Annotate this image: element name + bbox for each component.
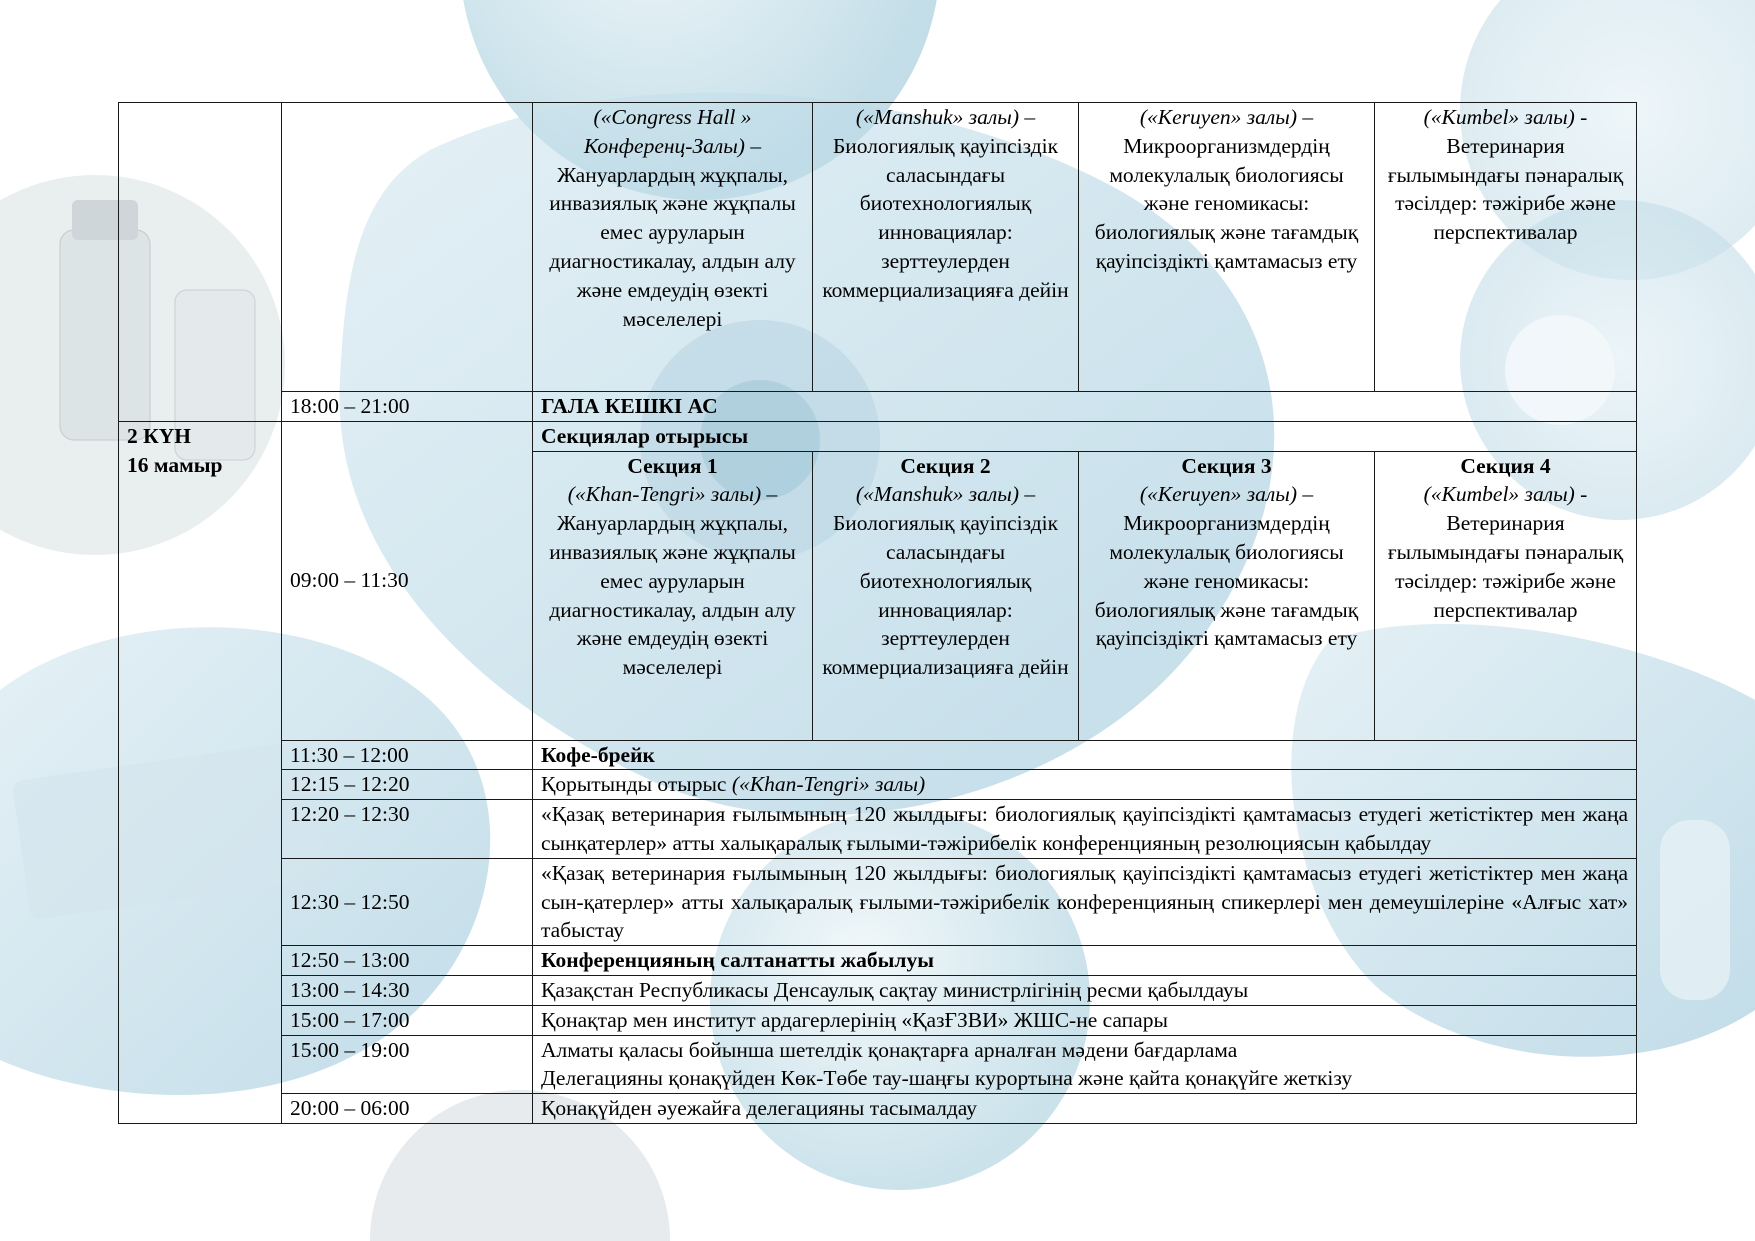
section-3-cell xyxy=(1079,451,1375,740)
section-topic: Биологиялық қауіпсіздік саласындағы биотехнологиялық инновациялар: зерттеулерден коммерциализацияға дейін xyxy=(822,133,1069,302)
time-cell: 12:20 – 12:30 xyxy=(282,800,533,859)
time-cell: 12:15 – 12:20 xyxy=(282,770,533,800)
hall-name: («Manshuk» залы) xyxy=(855,482,1019,507)
hall-name: («Khan-Tengri» залы) xyxy=(731,772,926,797)
reception-text: Қазақстан Республикасы Денсаулық сақтау министрлігінің ресми қабылдауы xyxy=(533,975,1637,1005)
closing-ceremony-row xyxy=(119,946,1637,976)
coffee-row xyxy=(119,740,1637,770)
hall-name: («Keruyen» залы) xyxy=(1139,105,1297,129)
section-topic: Микроорганизмдердің молекулалық биологиясы және геномикасы: биологиялық және тағамдық қауіпсіздікті қамтамасыз ету xyxy=(1094,511,1359,651)
date-label: 16 мамыр xyxy=(127,452,223,477)
section-topic: Биологиялық қауіпсіздік саласындағы биотехнологиялық инновациялар: зерттеулерден коммерциализацияға дейін xyxy=(822,511,1069,680)
deco-test-tube xyxy=(1660,820,1730,1000)
continued-time-cell xyxy=(282,103,533,392)
time-cell: 11:30 – 12:00 xyxy=(282,740,533,770)
closing-ceremony-title: Конференцияның салтанатты жабылуы xyxy=(533,946,1637,976)
closing-session-row xyxy=(119,770,1637,800)
time-cell: 20:00 – 06:00 xyxy=(282,1094,533,1124)
program-table xyxy=(118,102,1637,1124)
sessions-title: Секциялар отырысы xyxy=(533,421,1637,451)
gala-row xyxy=(119,392,1637,422)
continued-section-1 xyxy=(533,103,813,392)
sessions-time-cell: 09:00 – 11:30 xyxy=(282,421,533,740)
time-cell: 18:00 – 21:00 xyxy=(282,392,533,422)
section-1-cell xyxy=(533,451,813,740)
visit-row xyxy=(119,1005,1637,1035)
visit-text: Қонақтар мен институт ардагерлерінің «ҚазҒЗВИ» ЖШС-не сапары xyxy=(533,1005,1637,1035)
time-cell: 15:00 – 17:00 xyxy=(282,1005,533,1035)
time-cell: 12:30 – 12:50 xyxy=(282,858,533,945)
culture-line-2: Делегацияны қонақүйден Көк-Төбе тау-шаңғы курортына және қайта қонақүйге жеткізу xyxy=(541,1066,1353,1091)
section-4-cell xyxy=(1375,451,1637,740)
section-topic: Микроорганизмдердің молекулалық биологиясы және геномикасы: биологиялық және тағамдық қауіпсіздікті қамтамасыз ету xyxy=(1094,133,1359,273)
coffee-title: Кофе-брейк xyxy=(533,740,1637,770)
airport-row xyxy=(119,1094,1637,1124)
continued-section-2 xyxy=(813,103,1079,392)
culture-text xyxy=(533,1035,1637,1094)
dash: – xyxy=(1018,105,1036,129)
thanks-row xyxy=(119,858,1637,945)
hall-name: («Keruyen» залы) xyxy=(1139,482,1297,507)
gala-title: ГАЛА КЕШКІ АС xyxy=(533,392,1637,422)
time-cell: 15:00 – 19:00 xyxy=(282,1035,533,1094)
section-name: Секция 2 xyxy=(900,453,991,478)
time-cell: 12:50 – 13:00 xyxy=(282,946,533,976)
resolution-text: «Қазақ ветеринария ғылымының 120 жылдығы: биологиялық қауіпсіздікті қамтамасыз етудегі жетістіктер мен жаңа сынқатерлер» атты халықаралық ғылыми-тәжірибелік конференцияның резолюциясын қабылдау xyxy=(533,800,1637,859)
day-label: 2 КҮН xyxy=(127,423,191,448)
reception-row xyxy=(119,975,1637,1005)
time-cell: 13:00 – 14:30 xyxy=(282,975,533,1005)
dash: – xyxy=(744,133,762,158)
hall-name: («Manshuk» залы) xyxy=(855,105,1019,129)
resolution-row xyxy=(119,800,1637,859)
sessions-title-row xyxy=(119,421,1637,451)
continued-section-3 xyxy=(1079,103,1375,392)
section-topic: Ветеринария ғылымындағы пәнаралық тәсілдер: тәжірибе және перспективалар xyxy=(1387,511,1624,622)
dash: – xyxy=(1296,482,1314,507)
section-name: Секция 4 xyxy=(1460,453,1551,478)
section-name: Секция 3 xyxy=(1181,453,1272,478)
day2-cell xyxy=(119,421,282,1123)
dash: - xyxy=(1574,105,1588,129)
dash: – xyxy=(1018,482,1036,507)
thanks-text: «Қазақ ветеринария ғылымының 120 жылдығы: биологиялық қауіпсіздікті қамтамасыз етудегі жетістіктер мен жаңа сын-қатерлер» атты халықаралық ғылыми-тәжірибелік конференцияның спикерлері мен демеушілеріне «Алғыс хат» табыстау xyxy=(533,858,1637,945)
section-topic: Ветеринария ғылымындағы пәнаралық тәсілдер: тәжірибе және перспективалар xyxy=(1387,133,1624,245)
culture-row xyxy=(119,1035,1637,1094)
section-2-cell xyxy=(813,451,1079,740)
closing-session-text xyxy=(533,770,1637,800)
event-text: Қорытынды отырыс xyxy=(541,772,732,797)
continued-section-4 xyxy=(1375,103,1637,392)
hall-name: («Khan-Tengri» залы) xyxy=(567,482,762,507)
dash: – xyxy=(761,482,778,507)
hall-name: («Kumbel» залы) xyxy=(1423,105,1575,129)
section-name: Секция 1 xyxy=(627,453,718,478)
airport-text: Қонақүйден әуежайға делегацияны тасымалдау xyxy=(533,1094,1637,1124)
dash: - xyxy=(1574,482,1588,507)
section-topic: Жануарлардың жұқпалы, инвазиялық және жұқпалы емес ауруларын диагностикалау, алдын алу және емдеудің өзекті мәселелері xyxy=(549,162,796,331)
hall-name: («Kumbel» залы) xyxy=(1423,482,1575,507)
hall-name: («Congress Hall » Конференц-Залы) xyxy=(583,105,752,158)
culture-line-1: Алматы қаласы бойынша шетелдік қонақтарға арналған мәдени бағдарлама xyxy=(541,1037,1238,1062)
continued-sections-row xyxy=(119,103,1637,392)
day1-cell xyxy=(119,103,282,422)
dash: – xyxy=(1296,105,1314,129)
section-topic: Жануарлардың жұқпалы, инвазиялық және жұқпалы емес ауруларын диагностикалау, алдын алу және емдеудің өзекті мәселелері xyxy=(549,511,796,680)
